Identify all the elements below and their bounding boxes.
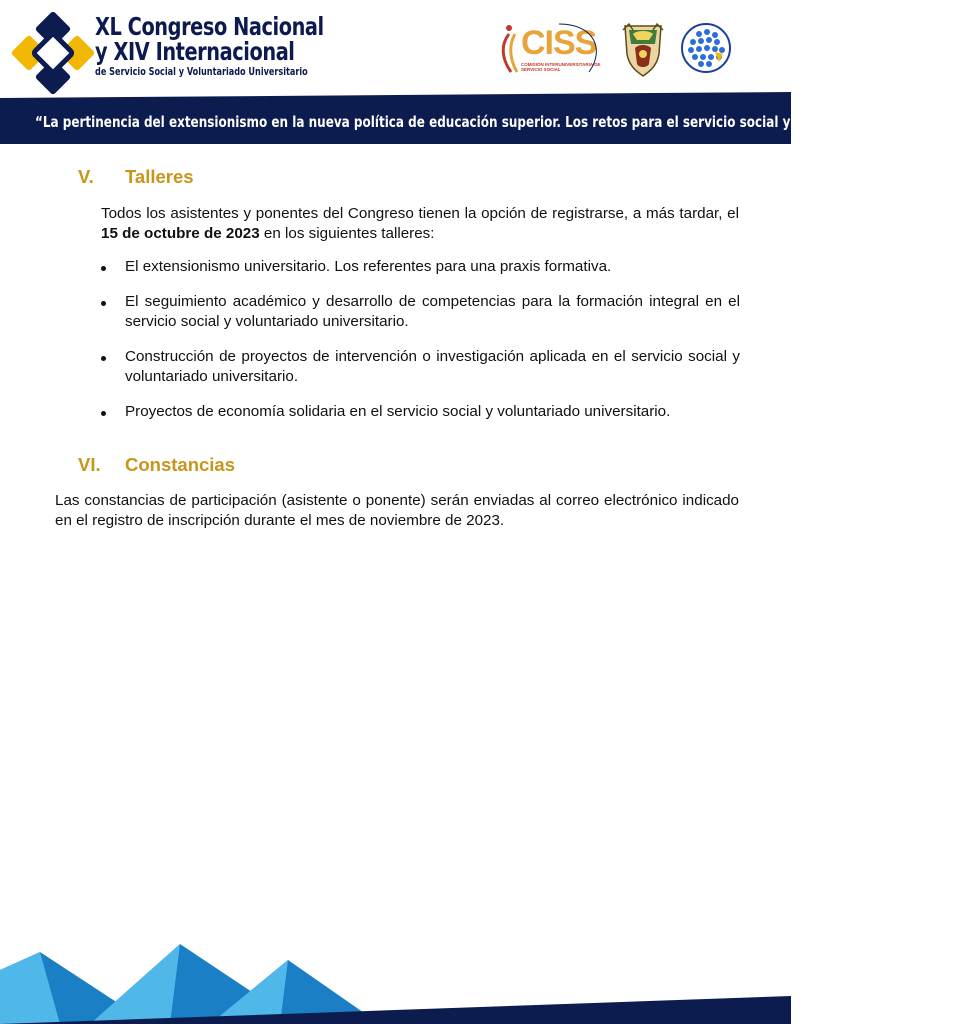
- section-number: VI.: [78, 454, 101, 475]
- list-item: Proyectos de economía solidaria en el servicio social y voluntariado universitario.: [100, 402, 740, 422]
- ciss-arc-icon: [499, 20, 607, 78]
- title-line-1: XL Congreso Nacional: [95, 12, 324, 41]
- ciss-subtitle: COMISIÓN INTERUNIVERSITARIA DE SERVICIO SOCIAL: [521, 62, 601, 72]
- footer-pyramids-decoration: [0, 940, 791, 1024]
- list-item: El extensionismo universitario. Los referentes para una praxis formativa.: [100, 257, 740, 277]
- intro-text-end: en los siguientes talleres:: [259, 225, 435, 242]
- inclusion-network-logo-icon: [679, 20, 733, 78]
- intro-text: Todos los asistentes y ponentes del Congreso tienen la opción de registrarse, a más tardar, el: [101, 205, 739, 222]
- congress-title: [95, 14, 361, 79]
- university-crest-icon: [619, 20, 667, 78]
- list-item: El seguimiento académico y desarrollo de competencias para la formación integral en el servicio social y voluntariado universitario.: [100, 292, 740, 332]
- ciss-wordmark: CISS: [521, 24, 597, 62]
- constancias-body: Las constancias de participación (asistente o ponente) serán enviadas al correo electrónico indicado en el registro de inscripción durante el mes de noviembre de 2023.: [55, 492, 739, 529]
- ciss-logo: [499, 20, 607, 78]
- deadline-date: 15 de octubre de 2023: [101, 225, 260, 242]
- section-title: Talleres: [125, 166, 194, 187]
- page-header: [0, 0, 979, 145]
- section-number: V.: [78, 166, 94, 187]
- workshop-list: [100, 257, 740, 422]
- theme-banner-text: “La pertinencia del extensionismo en la nueva política de educación superior. Los retos para el servicio social y voluntariado universitario”: [35, 113, 979, 131]
- section-title: Constancias: [125, 454, 236, 475]
- congress-logo-icon: [14, 14, 92, 92]
- talleres-intro: [101, 204, 739, 244]
- partner-logos: [499, 20, 739, 80]
- title-line-2: y XIV Internacional: [95, 37, 295, 66]
- title-line-3: de Servicio Social y Voluntariado Universitario: [95, 66, 308, 78]
- list-item: Construcción de proyectos de intervención o investigación aplicada en el servicio social y voluntariado universitario.: [100, 347, 740, 387]
